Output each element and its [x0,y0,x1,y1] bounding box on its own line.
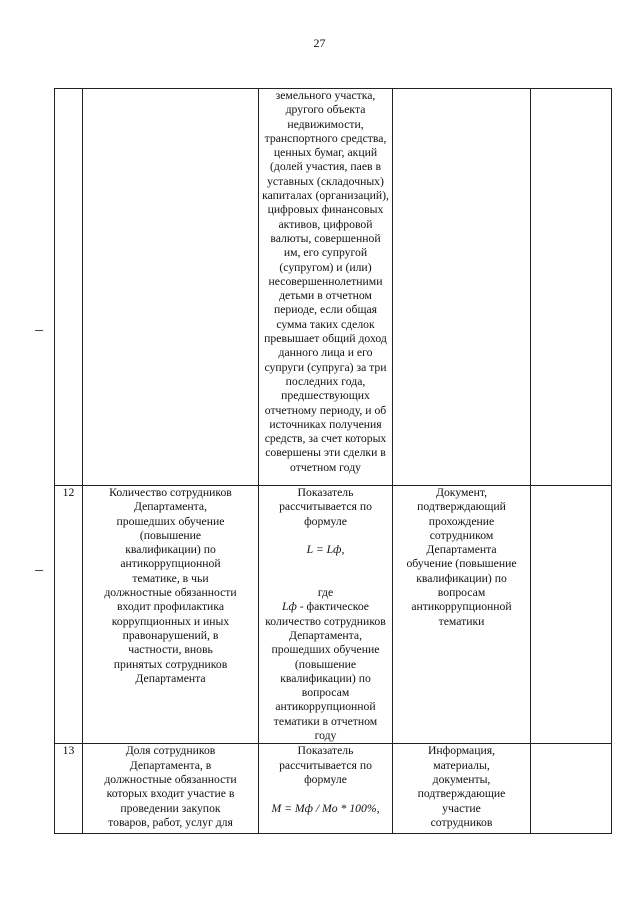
margin-mark [35,330,43,331]
indicator-name-cell: Доля сотрудников Департамента, в должностные обязанности которых входит участие в проведении закупок товаров, работ, услуг для [83,744,259,834]
indicator-name-cell [83,89,259,486]
calculation-method-cell: земельного участка, другого объекта недвижимости, транспортного средства, ценных бумаг, акций (долей участия, паев в уставных (складочных) капиталах (организаций), цифровых финансовых активов, цифровой валюты, совершенной им, его супругой (супругом) и (или) несовершеннолетними детьми в отчетном периоде, если общая сумма таких сделок превышает общий доход данного лица и его супруги (супруга) за три последних года, предшествующих отчетному периоду, и об источниках получения средств, за счет которых совершены эти сделки в отчетном году [259,89,393,486]
formula: M = Mф / Mо * 100%, [271,801,380,815]
calculation-method-cell [259,744,393,834]
indicators-table [54,88,612,834]
data-source-cell: Информация, материалы, документы, подтверждающие участие сотрудников [393,744,531,834]
variable-symbol: Lф [282,600,297,614]
calculation-method-cell [259,486,393,744]
table-row [55,89,612,486]
formula: L = Lф, [306,543,345,557]
where-label: где [317,586,334,600]
extra-cell [531,486,612,744]
row-number-cell: 12 [55,486,83,744]
variable-description: - фактическое количество сотрудников Департамента, прошедших обучение (повышение квалификации) по вопросам антикоррупционной тематики в отчетном году [265,600,386,743]
indicator-name-cell: Количество сотрудников Департамента, прошедших обучение (повышение квалификации) по антикоррупционной тематике, в чьи должностные обязанности входит профилактика коррупционных и иных правонарушений, в частности, вновь принятых сотрудников Департамента [83,486,259,744]
row-number-cell: 13 [55,744,83,834]
margin-mark [35,570,43,571]
extra-cell [531,744,612,834]
table-row [55,744,612,834]
extra-cell [531,89,612,486]
data-source-cell [393,89,531,486]
row-number-cell [55,89,83,486]
data-source-cell: Документ, подтверждающий прохождение сотрудником Департамента обучение (повышение квалификации) по вопросам антикоррупционной тематики [393,486,531,744]
table-row [55,486,612,744]
method-intro: Показатель рассчитывается по формуле [279,486,372,528]
page-number: 27 [313,36,326,50]
method-intro: Показатель рассчитывается по формуле [279,744,372,786]
